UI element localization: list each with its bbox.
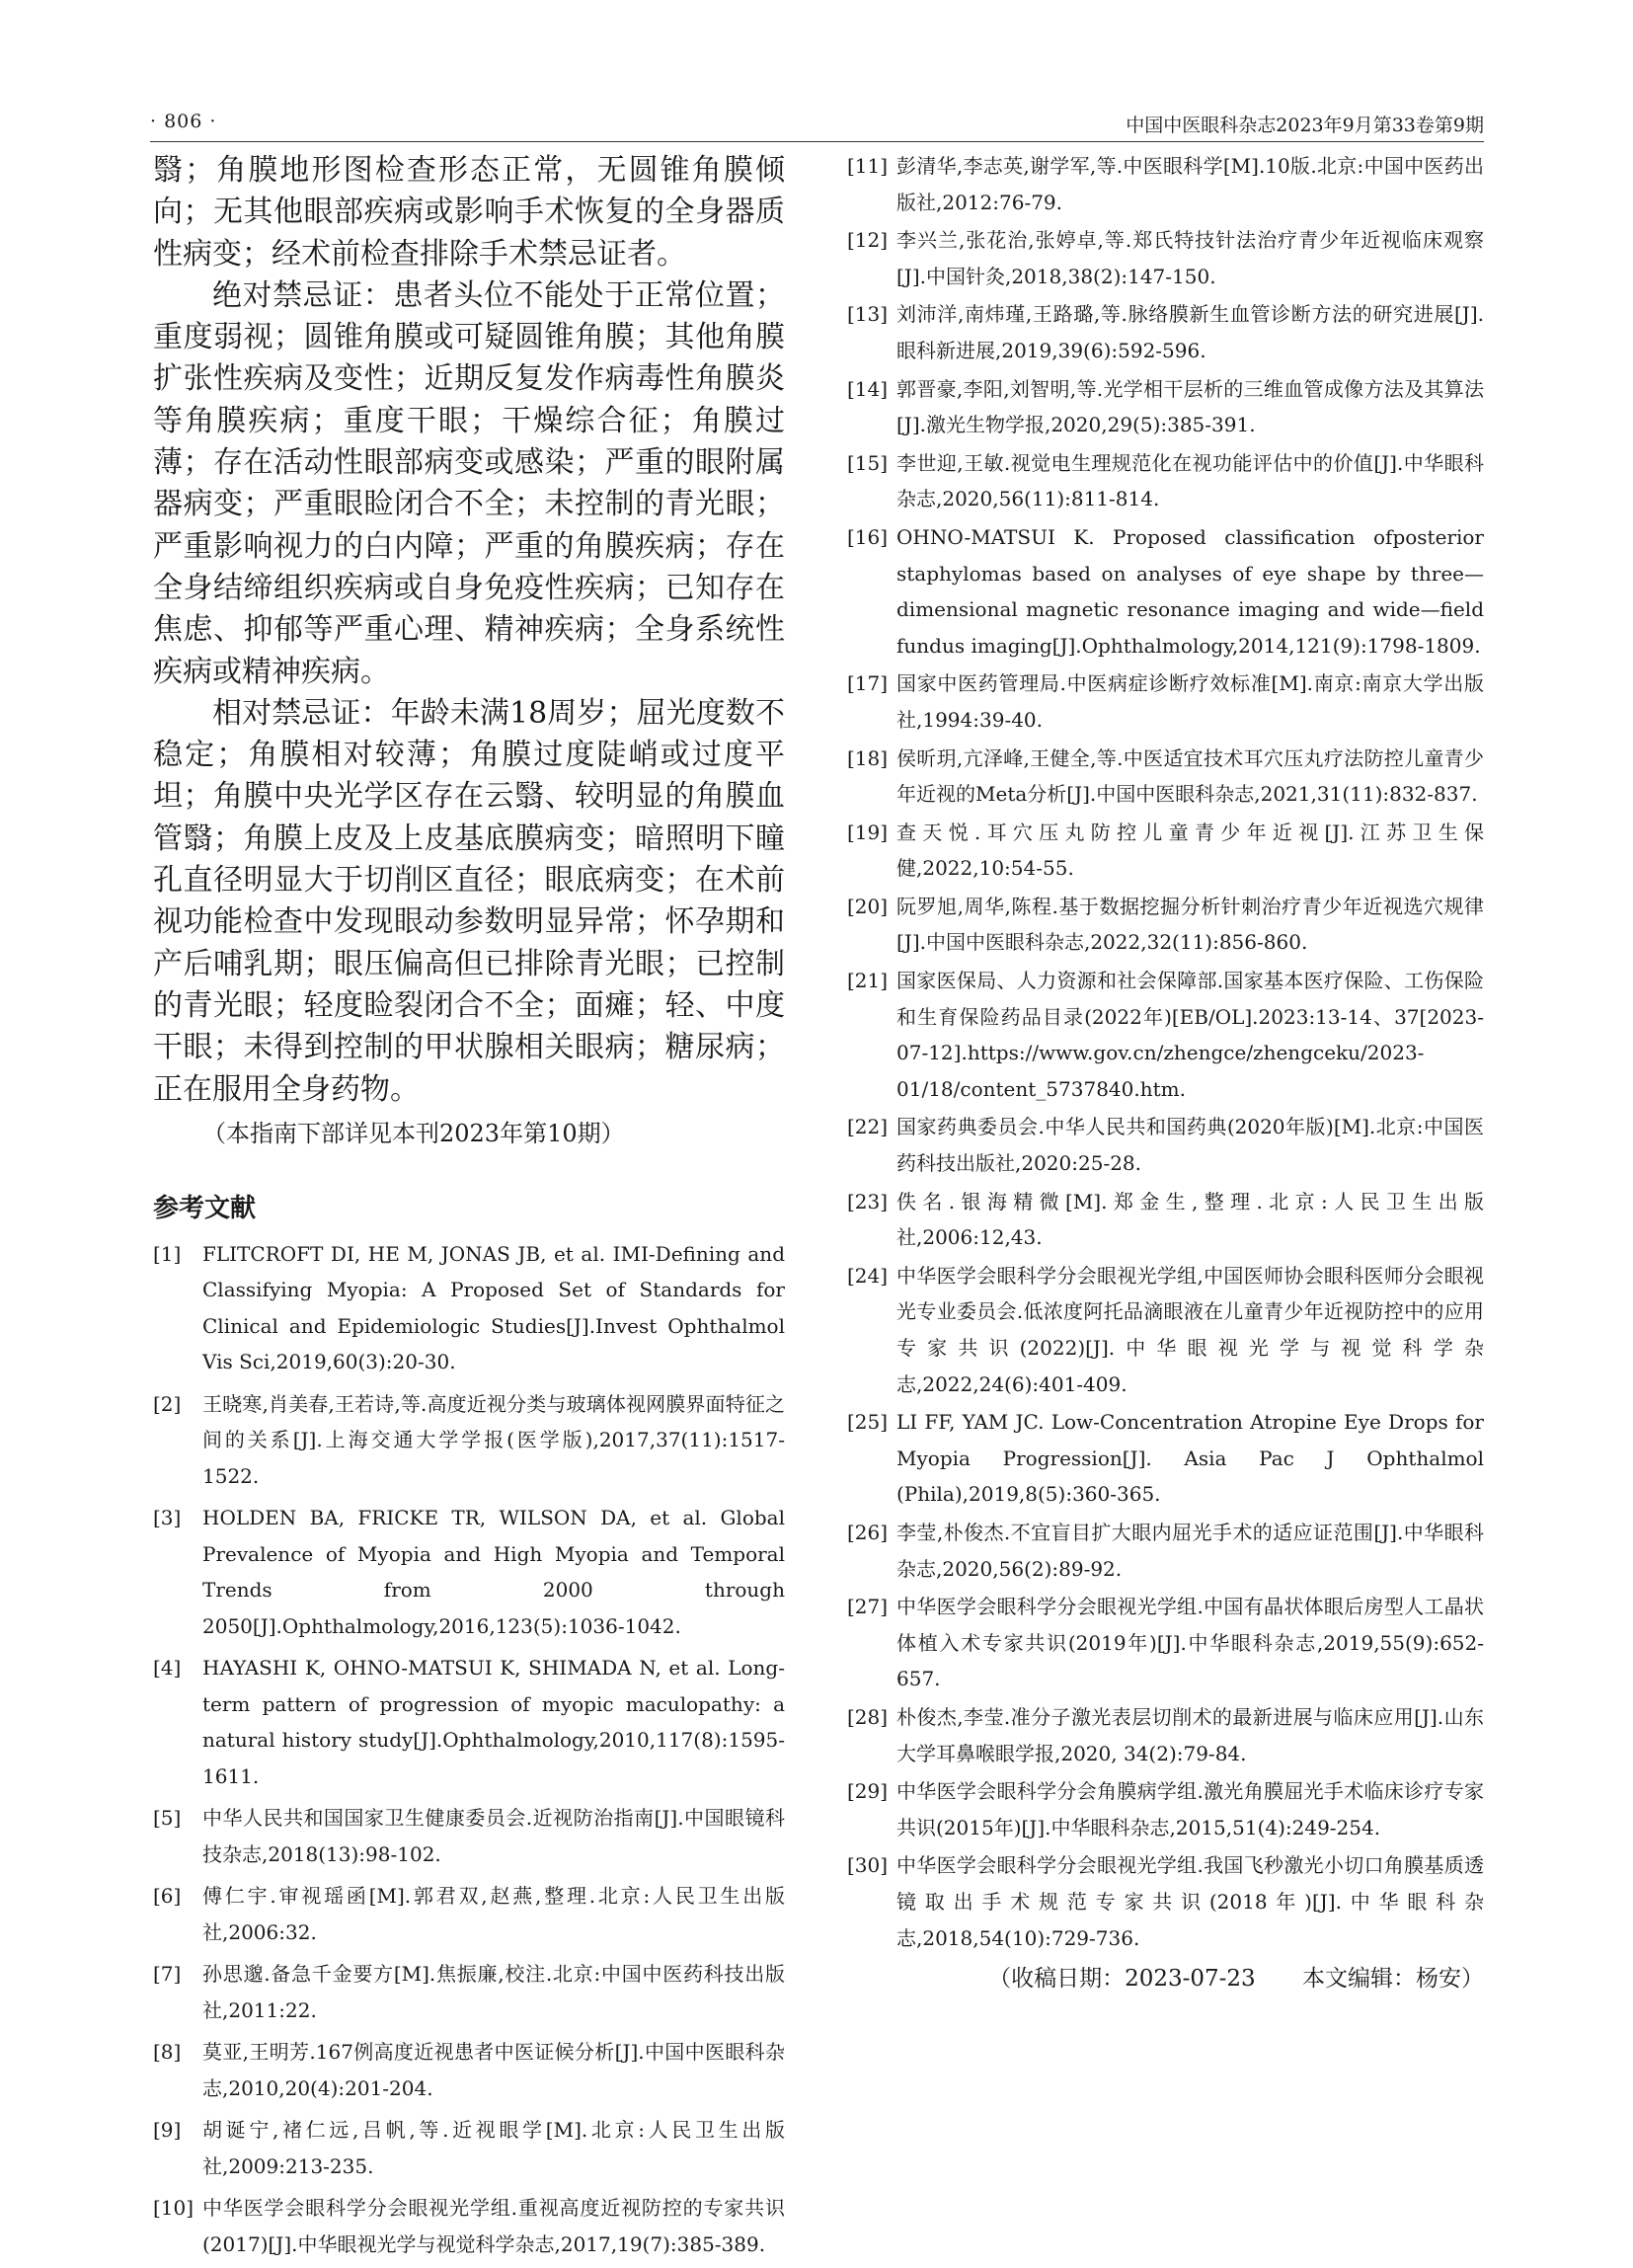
reference-text: 莫亚,王明芳.167例高度近视患者中医证候分析[J].中国中医眼科杂志,2010,20(4):201-204. bbox=[202, 2040, 785, 2100]
reference-text: FLITCROFT DI, HE M, JONAS JB, et al. IMI-Defining and Classifying Myopia: A Proposed Set of Standards for Clinical and Epidemiologic Studies[J].Invest Ophthalmol Vis Sci,2019,60(3):20-30. bbox=[202, 1241, 785, 1374]
reference-number: [2] bbox=[153, 1391, 182, 1416]
reference-item bbox=[153, 1800, 785, 1872]
reference-item bbox=[847, 1404, 1484, 1513]
reference-text: 阮罗旭,周华,陈程.基于数据挖掘分析针刺治疗青少年近视选穴规律[J].中国中医眼科杂志,2022,32(11):856-860. bbox=[896, 894, 1484, 955]
reference-item bbox=[847, 665, 1484, 738]
reference-item bbox=[847, 445, 1484, 517]
reference-number: [4] bbox=[153, 1656, 182, 1681]
reference-number: [19] bbox=[847, 820, 889, 844]
reference-item bbox=[847, 296, 1484, 368]
reference-number: [3] bbox=[153, 1506, 182, 1530]
reference-text: HOLDEN BA, FRICKE TR, WILSON DA, et al. Global Prevalence of Myopia and High Myopia and Temporal Trends from 2000 through 2050[J].Ophthalmology,2016,123(5):1036-1042. bbox=[202, 1506, 785, 1638]
reference-item bbox=[847, 1258, 1484, 1402]
reference-item bbox=[847, 815, 1484, 887]
reference-item bbox=[847, 1589, 1484, 1697]
reference-number: [27] bbox=[847, 1595, 889, 1619]
reference-item bbox=[847, 371, 1484, 443]
reference-text: OHNO-MATSUI K. Proposed classification ofposterior staphylomas based on analyses of eye shape by three—dimensional magnetic resonance imaging and wide—field fundus imaging[J].Ophthalmology,2014,121(9):1798-1809. bbox=[896, 524, 1484, 658]
reference-item bbox=[847, 1184, 1484, 1256]
reference-text: 国家中医药管理局.中医病症诊断疗效标准[M].南京:南京大学出版社,1994:39-40. bbox=[896, 671, 1484, 732]
editor-credit: 本文编辑：杨安） bbox=[1302, 1966, 1484, 1993]
reference-text: 王晓寒,肖美春,王若诗,等.高度近视分类与玻璃体视网膜界面特征之间的关系[J].上海交通大学学报(医学版),2017,37(11):1517-1522. bbox=[202, 1391, 785, 1488]
reference-number: [6] bbox=[153, 1884, 182, 1909]
reference-number: [5] bbox=[153, 1806, 182, 1831]
reference-text: 李兴兰,张花治,张婷卓,等.郑氏特技针法治疗青少年近视临床观察[J].中国针灸,2018,38(2):147-150. bbox=[896, 228, 1484, 288]
reference-number: [25] bbox=[847, 1410, 889, 1435]
reference-text: 中华医学会眼科学分会眼视光学组.中国有晶状体眼后房型人工晶状体植入术专家共识(2019年)[J].中华眼科杂志,2019,55(9):652-657. bbox=[896, 1595, 1484, 1691]
reference-item bbox=[847, 1773, 1484, 1845]
body-paragraph-1: 翳；角膜地形图检查形态正常，无圆锥角膜倾向；无其他眼部疾病或影响手术恢复的全身器质性病变；经术前检查排除手术禁忌证者。 bbox=[153, 153, 785, 272]
reference-number: [30] bbox=[847, 1853, 889, 1878]
reference-number: [9] bbox=[153, 2118, 182, 2143]
reference-text: 中华医学会眼科学分会眼视光学组.重视高度近视防控的专家共识(2017)[J].中华眼视光学与视觉科学杂志,2017,19(7):385-389. bbox=[202, 2196, 785, 2256]
reference-number: [10] bbox=[153, 2196, 194, 2221]
reference-text: 国家药典委员会.中华人民共和国药典(2020年版)[M].北京:中国医药科技出版社,2020:25-28. bbox=[896, 1115, 1484, 1176]
reference-text: 侯昕玥,亢泽峰,王健全,等.中医适宜技术耳穴压丸疗法防控儿童青少年近视的Meta分析[J].中国中医眼科杂志,2021,31(11):832-837. bbox=[896, 745, 1484, 807]
references-title: 参考文献 bbox=[153, 1193, 257, 1223]
body-paragraph-relative-contraindications: 相对禁忌证：年龄未满18周岁；屈光度数不稳定；角膜相对较薄；角膜过度陡峭或过度平坦；角膜中央光学区存在云翳、较明显的角膜血管翳；角膜上皮及上皮基底膜病变；暗照明下瞳孔直径明显大于切削区直径；眼底病变；在术前视功能检查中发现眼动参数明显异常；怀孕期和产后哺乳期；眼压偏高但已排除青光眼；已控制的青光眼；轻度睑裂闭合不全；面瘫；轻、中度干眼；未得到控制的甲状腺相关眼病；糖尿病；正在服用全身药物。 bbox=[153, 695, 785, 1107]
reference-text: 傅仁宇.审视瑶函[M].郭君双,赵燕,整理.北京:人民卫生出版社,2006:32. bbox=[202, 1884, 785, 1944]
received-date: （收稿日期：2023-07-23 bbox=[988, 1966, 1256, 1993]
reference-text: 朴俊杰,李莹.准分子激光表层切削术的最新进展与临床应用[J].山东大学耳鼻喉眼学报,2020, 34(2):79-84. bbox=[896, 1704, 1484, 1765]
reference-text: 中华医学会眼科学分会眼视光学组,中国医师协会眼科医师分会眼视光专业委员会.低浓度阿托品滴眼液在儿童青少年近视防控中的应用专家共识(2022)[J].中华眼视光学与视觉科学杂志,2022,24(6):401-409. bbox=[896, 1263, 1484, 1396]
reference-item bbox=[847, 519, 1484, 664]
references-list-right bbox=[847, 148, 1484, 1956]
reference-number: [29] bbox=[847, 1779, 889, 1804]
left-column bbox=[153, 150, 785, 2268]
reference-item bbox=[847, 1847, 1484, 1956]
journal-header: 中国中医眼科杂志2023年9月第33卷第9期 bbox=[1126, 115, 1484, 136]
reference-item bbox=[847, 1109, 1484, 1181]
reference-text: 中华医学会眼科学分会角膜病学组.激光角膜屈光手术临床诊疗专家共识(2015年)[J].中华眼科杂志,2015,51(4):249-254. bbox=[896, 1779, 1484, 1839]
reference-text: HAYASHI K, OHNO-MATSUI K, SHIMADA N, et al. Long-term pattern of progression of myopic maculopathy: a natural history study[J].Ophthalmology,2010,117(8):1595-1611. bbox=[202, 1656, 785, 1788]
reference-text: 胡诞宁,褚仁远,吕帆,等.近视眼学[M].北京:人民卫生出版社,2009:213-235. bbox=[202, 2118, 785, 2178]
reference-number: [26] bbox=[847, 1520, 889, 1544]
continuation-note: （本指南下部详见本刊2023年第10期） bbox=[202, 1119, 625, 1147]
reference-text: 国家医保局、人力资源和社会保障部.国家基本医疗保险、工伤保险和生育保险药品目录(2022年)[EB/OL].2023:13-14、37[2023-07-12].https://www.gov.cn/zhengce/zhengceku/2023-01/18/content_5737840.htm. bbox=[896, 969, 1484, 1101]
reference-number: [12] bbox=[847, 228, 889, 253]
reference-item bbox=[847, 889, 1484, 961]
reference-item bbox=[153, 2112, 785, 2184]
reference-text: 郭晋豪,李阳,刘智明,等.光学相干层析的三维血管成像方法及其算法[J].激光生物学报,2020,29(5):385-391. bbox=[896, 376, 1484, 437]
page-number: · 806 · bbox=[150, 111, 217, 132]
reference-item bbox=[153, 2034, 785, 2106]
reference-item bbox=[153, 2190, 785, 2262]
reference-number: [18] bbox=[847, 745, 889, 770]
reference-number: [21] bbox=[847, 969, 889, 993]
reference-text: 李世迎,王敏.视觉电生理规范化在视功能评估中的价值[J].中华眼科杂志,2020,56(11):811-814. bbox=[896, 450, 1484, 511]
reference-item bbox=[847, 963, 1484, 1107]
reference-item bbox=[153, 1878, 785, 1950]
reference-text: 佚名.银海精微[M].郑金生,整理.北京:人民卫生出版社,2006:12,43. bbox=[896, 1189, 1484, 1250]
reference-item bbox=[847, 1699, 1484, 1771]
reference-number: [16] bbox=[847, 524, 889, 549]
reference-number: [28] bbox=[847, 1704, 889, 1729]
reference-item bbox=[153, 1650, 785, 1794]
reference-text: 查天悦.耳穴压丸防控儿童青少年近视[J].江苏卫生保健,2022,10:54-55. bbox=[896, 820, 1484, 881]
reference-item bbox=[847, 222, 1484, 294]
reference-text: LI FF, YAM JC. Low-Concentration Atropine Eye Drops for Myopia Progression[J]. Asia Pac J Ophthalmol (Phila),2019,8(5):360-365. bbox=[896, 1410, 1484, 1507]
reference-number: [8] bbox=[153, 2040, 182, 2065]
reference-text: 刘沛洋,南炜瑾,王路璐,等.脉络膜新生血管诊断方法的研究进展[J].眼科新进展,2019,39(6):592-596. bbox=[896, 302, 1484, 362]
reference-number: [13] bbox=[847, 302, 889, 327]
reference-number: [11] bbox=[847, 154, 889, 178]
reference-number: [22] bbox=[847, 1115, 889, 1139]
reference-text: 彭清华,李志英,谢学军,等.中医眼科学[M].10版.北京:中国中医药出版社,2012:76-79. bbox=[896, 154, 1484, 214]
right-column bbox=[847, 148, 1484, 1997]
reference-text: 中华人民共和国国家卫生健康委员会.近视防治指南[J].中国眼镜科技杂志,2018(13):98-102. bbox=[202, 1806, 785, 1866]
reference-number: [20] bbox=[847, 894, 889, 918]
body-paragraph-absolute-contraindications: 绝对禁忌证：患者头位不能处于正常位置；重度弱视；圆锥角膜或可疑圆锥角膜；其他角膜扩张性疾病及变性；近期反复发作病毒性角膜炎等角膜疾病；重度干眼；干燥综合征；角膜过薄；存在活动性眼部病变或感染；严重的眼附属器病变；严重眼睑闭合不全；未控制的青光眼；严重影响视力的白内障；严重的角膜疾病；存在全身结缔组织疾病或自身免疫性疾病；已知存在焦虑、抑郁等严重心理、精神疾病；全身系统性疾病或精神疾病。 bbox=[153, 277, 785, 689]
header-rule bbox=[150, 141, 1484, 142]
reference-item bbox=[153, 1236, 785, 1380]
reference-text: 孙思邈.备急千金要方[M].焦振廉,校注.北京:中国中医药科技出版社,2011:22. bbox=[202, 1962, 785, 2022]
reference-number: [24] bbox=[847, 1263, 889, 1288]
reference-number: [17] bbox=[847, 671, 889, 696]
reference-text: 李莹,朴俊杰.不宜盲目扩大眼内屈光手术的适应证范围[J].中华眼科杂志,2020,56(2):89-92. bbox=[896, 1520, 1484, 1581]
reference-item bbox=[153, 1386, 785, 1495]
reference-item bbox=[153, 1956, 785, 2028]
reference-item bbox=[847, 741, 1484, 813]
reference-item bbox=[847, 1515, 1484, 1587]
reference-number: [14] bbox=[847, 376, 889, 401]
references-list-left bbox=[153, 1236, 785, 2263]
reference-number: [7] bbox=[153, 1962, 182, 1987]
received-footer bbox=[847, 1960, 1484, 1997]
reference-text: 中华医学会眼科学分会眼视光学组.我国飞秒激光小切口角膜基质透镜取出手术规范专家共识(2018年)[J].中华眼科杂志,2018,54(10):729-736. bbox=[896, 1853, 1484, 1950]
reference-item bbox=[153, 1500, 785, 1644]
reference-number: [15] bbox=[847, 450, 889, 475]
reference-number: [23] bbox=[847, 1189, 889, 1213]
reference-number: [1] bbox=[153, 1241, 182, 1266]
reference-item bbox=[847, 148, 1484, 220]
